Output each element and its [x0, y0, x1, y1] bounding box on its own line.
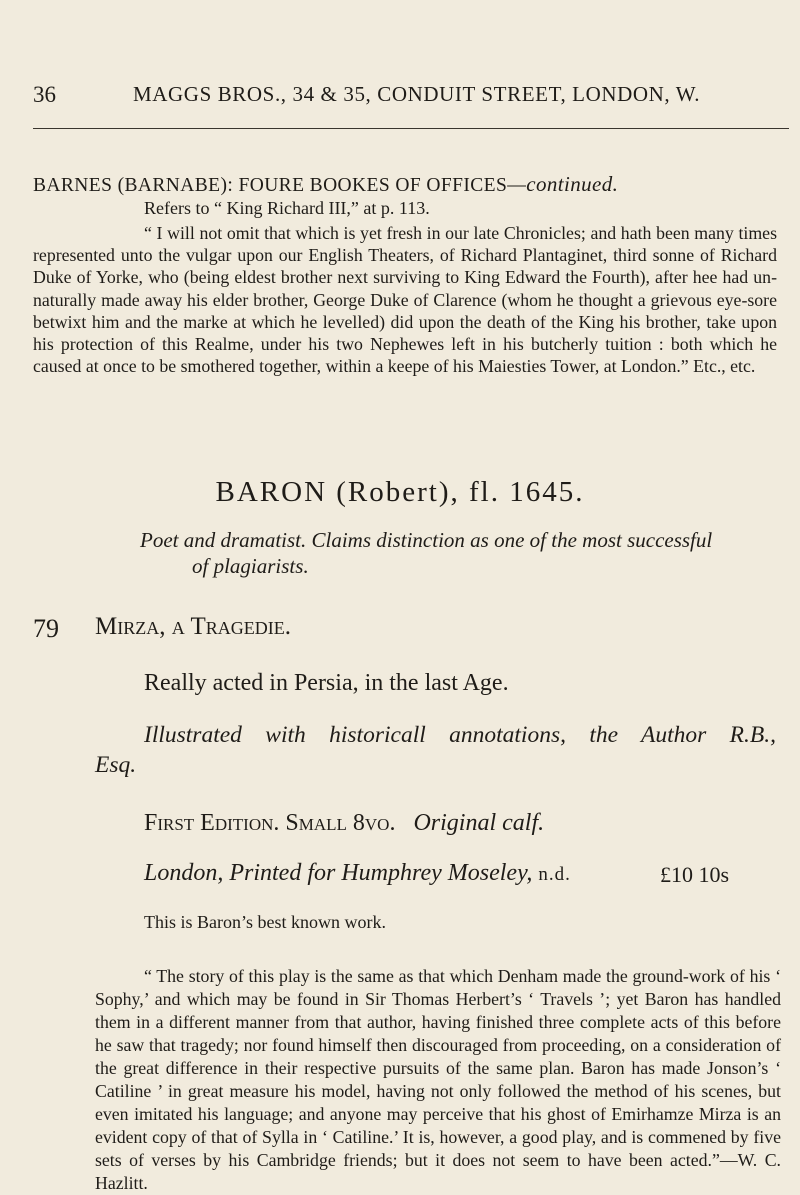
edition-text: First Edition. Small 8vo. — [144, 810, 396, 836]
barnes-entry-title — [33, 172, 793, 197]
continued-label: —continued. — [507, 172, 619, 196]
barnes-quote: “ I will not omit that which is yet fresh in our late Chronicles; and hath been many times represented unto the vulgar upon our English Theaters, of Richard Plantaginet, third sonne of Richard Duke of Yorke, who (being eldest brother next surviving to King Edward the Fourth), after hee had un-naturally made away his elder brother, George Duke of Clarence (whom he thought a grievous eye-sore betwixt him and the marke at which he levelled) did upon the death of the King his brother, take upon his protection of this Realme, under his two Nephewes left in his butcherly tuition : both which he caused at once to be smothered together, within a keepe of his Maiesties Tower, at London.” Etc., etc. — [33, 223, 777, 377]
imprint-date: n.d. — [538, 864, 571, 885]
entry-edition — [144, 810, 544, 837]
author-heading: BARON (Robert), fl. 1645. — [215, 476, 585, 508]
entry-price: £10 10s — [660, 862, 730, 887]
barnes-title-text: BARNES (BARNABE): FOURE BOOKES OF OFFICES — [33, 175, 508, 196]
page-header — [33, 82, 793, 122]
entry-imprint — [144, 860, 571, 887]
author-description — [140, 527, 740, 579]
header-rule — [33, 128, 789, 129]
page-number: 36 — [33, 82, 56, 107]
imprint-text: London, Printed for Humphrey Moseley, — [144, 860, 533, 886]
barnes-refers: Refers to “ King Richard III,” at p. 113. — [144, 198, 430, 218]
running-head: MAGGS BROS., 34 & 35, CONDUIT STREET, LONDON, W. — [133, 82, 701, 106]
entry-note: This is Baron’s best known work. — [144, 912, 386, 932]
entry-number: 79 — [33, 614, 59, 643]
binding-text: Original calf. — [413, 810, 545, 836]
author-description-line2: of plagiarists. — [192, 554, 309, 578]
entry-esq: Esq. — [95, 752, 137, 778]
entry-quote: “ The story of this play is the same as that which Denham made the ground-work of his ‘ Sophy,’ and which may be found in Sir Thomas Herbert’s ‘ Travels ’; yet Baron has handled them in a different manner from that author, having finished three complete acts of this before he saw that tragedy; nor found himself then discouraged from proceeding, on a consideration of the great difference in their respective pursuits of the same plan. Baron has made Jonson’s ‘ Catiline ’ in great measure his model, having not only followed the method of his scenes, but even imitated his language; and anyone may perceive that his ghost of Emirhamze Mirza is an evident copy of that of Sylla in ‘ Catiline.’ It is, however, a good play, and is commened by five sets of verses by his Cambridge friends; but it does not seem to have been acted.”—W. C. Hazlitt. — [95, 966, 781, 1193]
author-description-line1: Poet and dramatist. Claims distinction as one of the most successful — [140, 528, 713, 552]
entry-illustrated: Illustrated with historicall annotations, the Author R.B., — [144, 722, 776, 748]
entry-title: Mirza, a Tragedie. — [95, 613, 292, 640]
entry-subtitle: Really acted in Persia, in the last Age. — [144, 670, 509, 696]
